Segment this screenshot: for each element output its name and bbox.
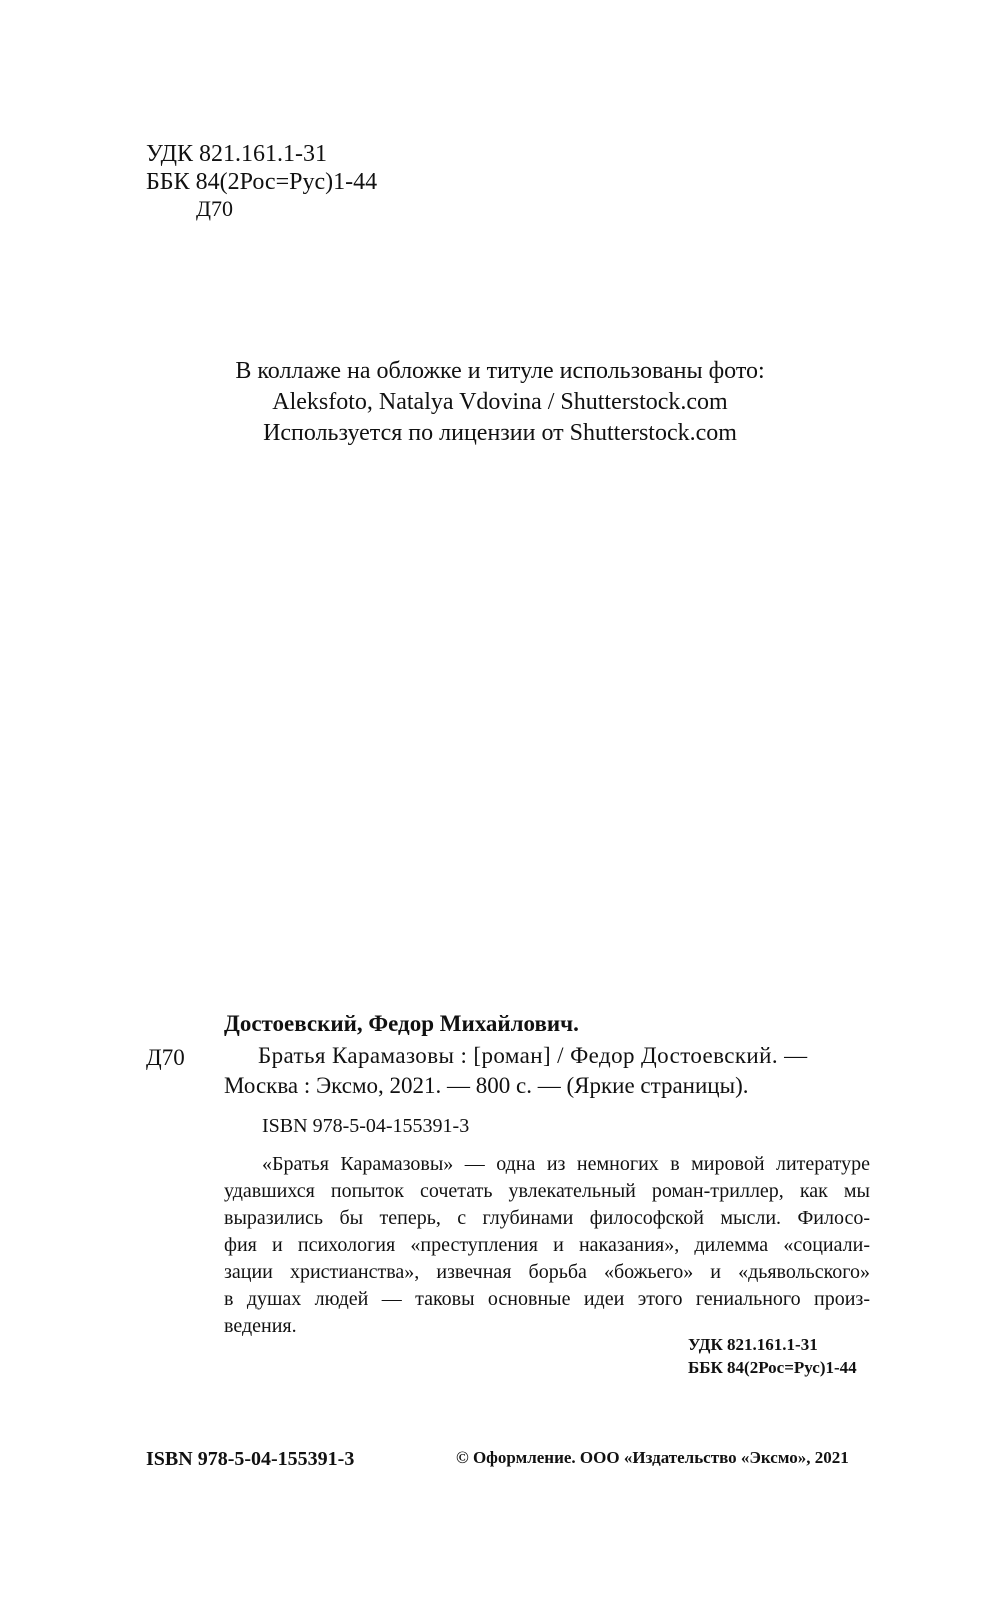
- record-author-heading: Достоевский, Федор Михайлович.: [224, 1011, 579, 1036]
- annotation-line: удавшихся попыток сочетать увлекательный роман-триллер, как мы: [224, 1180, 870, 1202]
- author-mark-top: Д70: [196, 196, 234, 221]
- photo-credits: [0, 356, 1000, 449]
- udk-code-bottom: УДК 821.161.1-31: [688, 1335, 818, 1354]
- record-imprint-line: Москва : Эксмо, 2021. — 800 с. — (Яркие страницы).: [224, 1073, 749, 1098]
- footer-copyright: © Оформление. ООО «Издательство «Эксмо», 2021: [456, 1448, 849, 1467]
- annotation-line: зации христианства», извечная борьба «божьего» и «дьявольского»: [224, 1261, 870, 1283]
- udk-code-top: УДК 821.161.1-31: [146, 141, 327, 167]
- credits-line-3: Используется по лицензии от Shutterstock.com: [263, 420, 737, 446]
- annotation-line: выразились бы теперь, с глубинами философской мысли. Филосо-: [224, 1207, 870, 1229]
- annotation-paragraph: [224, 1151, 870, 1340]
- annotation-line: ведения.: [224, 1315, 297, 1337]
- record-author-mark: Д70: [146, 1045, 185, 1070]
- record-title-line: Братья Карамазовы : [роман] / Федор Достоевский. —: [258, 1043, 808, 1068]
- annotation-line: фия и психология «преступления и наказания», дилемма «социали-: [224, 1234, 870, 1256]
- bbk-code-bottom: ББК 84(2Рос=Рус)1-44: [688, 1358, 857, 1377]
- bbk-code-top: ББК 84(2Рос=Рус)1-44: [146, 169, 378, 195]
- annotation-line: в душах людей — таковы основные идеи этого гениального произ-: [224, 1288, 870, 1310]
- credits-line-1: В коллаже на обложке и титуле использованы фото:: [235, 358, 765, 384]
- credits-line-2: Aleksfoto, Natalya Vdovina / Shutterstock.com: [272, 389, 728, 415]
- record-isbn: ISBN 978-5-04-155391-3: [262, 1115, 470, 1137]
- annotation-line: «Братья Карамазовы» — одна из немногих в мировой литературе: [262, 1153, 870, 1175]
- footer-isbn: ISBN 978-5-04-155391-3: [146, 1448, 355, 1470]
